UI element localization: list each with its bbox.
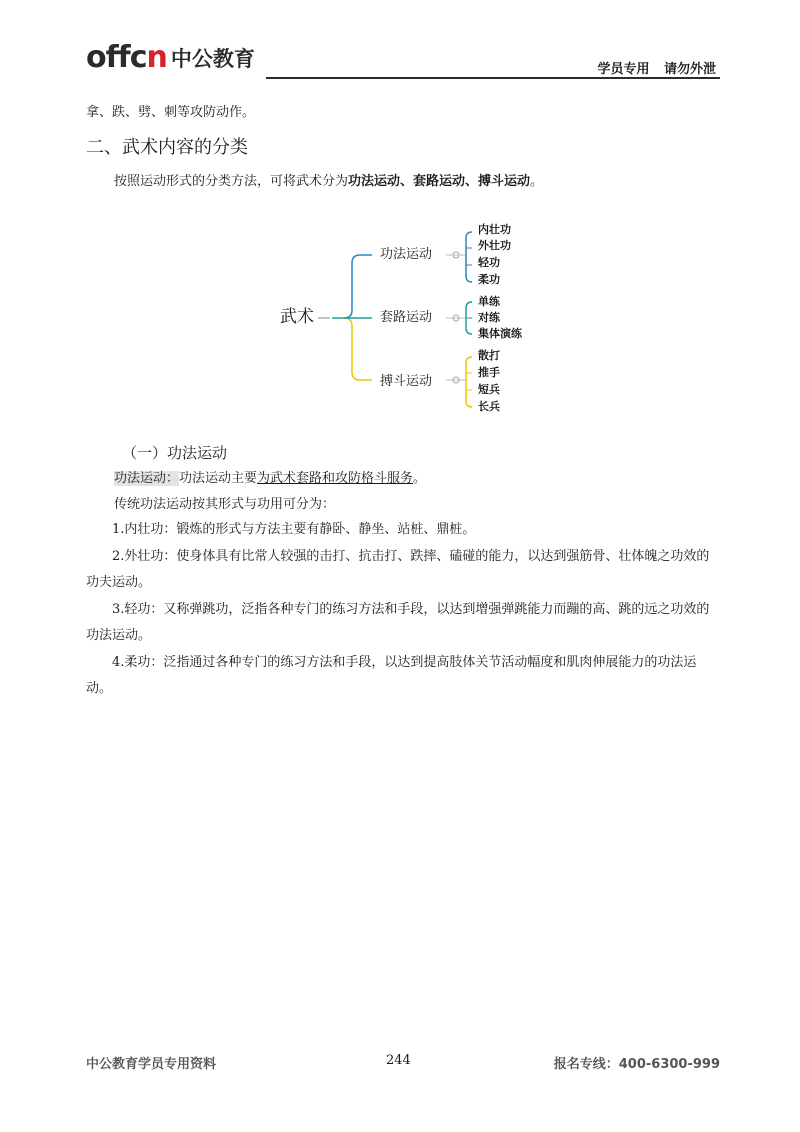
leaf-sanda: 散打	[478, 349, 500, 362]
leaf-jitiyanlian: 集体演练	[478, 327, 522, 340]
classification-intro: 传统功法运动按其形式与功用可分为：	[114, 497, 336, 512]
item-waizhuanggong: 2.外壮功：使身体具有比常人较强的击打、抗击打、跌摔、磕碰的能力，以达到强筋骨、壮体魄之功效的功夫运动。	[86, 549, 710, 590]
branch-taolu: 套路运动	[380, 310, 433, 325]
definition-underlined: 为武术套路和攻防格斗服务	[257, 471, 414, 486]
leaf-duilian: 对练	[478, 311, 500, 324]
wushu-mindmap	[270, 220, 560, 420]
page-footer	[86, 1053, 720, 1073]
footer-hotline: 报名专线：400-6300-999	[553, 1057, 720, 1072]
page-header	[86, 36, 720, 80]
intro-categories: 功法运动、套路运动、搏斗运动	[348, 174, 531, 189]
branch-bodou: 搏斗运动	[380, 374, 433, 389]
definition-line: 功法运动：功法运动主要为武术套路和攻防格斗服务。	[114, 471, 427, 486]
leaf-duanbing: 短兵	[478, 383, 500, 396]
item-qinggong: 3.轻功：又称弹跳功，泛指各种专门的练习方法和手段，以达到增强弹跳能力而蹦的高、跳的远之功效的功法运动。	[86, 602, 710, 643]
item-rougong: 4.柔功：泛指通过各种专门的练习方法和手段，以达到提高肢体关节活动幅度和肌肉伸展能力的功法运动。	[86, 655, 697, 696]
leaf-rougong: 柔功	[478, 273, 500, 286]
leaf-waizhuanggong: 外壮功	[478, 239, 511, 252]
leaf-qinggong: 轻功	[478, 256, 500, 269]
leaf-tuishou: 推手	[478, 366, 500, 379]
intro-paragraph: 按照运动形式的分类方法，可将武术分为功法运动、套路运动、搏斗运动。	[114, 174, 544, 189]
branch-gongfa: 功法运动	[380, 247, 433, 262]
leaf-neizhuanggong: 内壮功	[478, 223, 511, 236]
page-number: 244	[386, 1053, 411, 1068]
item-neizhuanggong: 1.内壮功：锻炼的形式与方法主要有静卧、静坐、站桩、鼎桩。	[112, 522, 476, 537]
section-title: 二、武术内容的分类	[86, 137, 248, 158]
header-divider	[266, 77, 720, 79]
confidential-note: 学员专用 请勿外泄	[597, 62, 716, 77]
carryover-text: 拿、跌、劈、刺等攻防动作。	[86, 105, 256, 120]
mindmap-root: 武术	[280, 307, 314, 327]
leaf-danlian: 单练	[478, 295, 500, 308]
definition-term: 功法运动：	[114, 471, 180, 486]
footer-source: 中公教育学员专用资料	[86, 1057, 217, 1072]
logo-chinese-name: 中公教育	[170, 47, 255, 71]
leaf-changbing: 长兵	[478, 400, 500, 413]
logo-wordmark: offcn	[86, 40, 167, 75]
subsection-title: （一）功法运动	[122, 444, 228, 462]
offcn-logo	[86, 36, 255, 76]
